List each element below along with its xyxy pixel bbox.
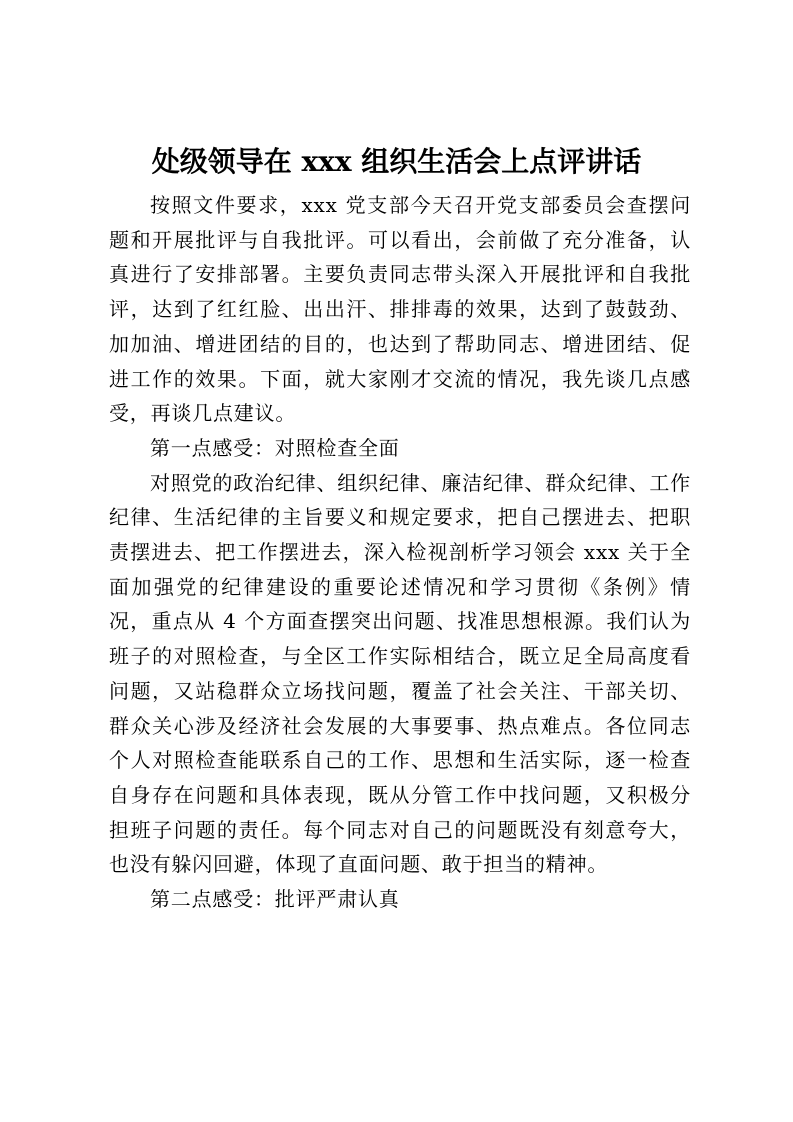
paragraph-intro: 按照文件要求，xxx 党支部今天召开党支部委员会查摆问题和开展批评与自我批评。可以看出，会前做了充分准备，认真进行了安排部署。主要负责同志带头深入开展批评和自我批评，达到了红红脸、出出汗、排排毒的效果，达到了鼓鼓劲、加加油、增进团结的目的，也达到了帮助同志、增进团结、促进工作的效果。下面，就大家刚才交流的情况，我先谈几点感受，再谈几点建议。 xyxy=(109,193,691,426)
document-title: 处级领导在 xxx 组织生活会上点评讲话 xyxy=(151,145,642,178)
section-heading-1: 第一点感受：对照检查全面 xyxy=(150,435,400,460)
paragraph-section-1: 对照党的政治纪律、组织纪律、廉洁纪律、群众纪律、工作纪律、生活纪律的主旨要义和规定要求，把自己摆进去、把职责摆进去、把工作摆进去，深入检视剖析学习领会 xxx 关于全面加强党的纪律建设的重要论述情况和学习贯彻《条例》情况，重点从 4 个方面查摆突出问题、找准思想根源。我们认为班子的对照检查，与全区工作实际相结合，既立足全局高度看问题，又站稳群众立场找问题，覆盖了社会关注、干部关切、群众关心涉及经济社会发展的大事要事、热点难点。各位同志个人对照检查能联系自己的工作、思想和生活实际，逐一检查自身存在问题和具体表现，既从分管工作中找问题，又积极分担班子问题的责任。每个同志对自己的问题既没有刻意夸大，也没有躲闪回避，体现了直面问题、敢于担当的精神。 xyxy=(109,470,691,877)
section-heading-2: 第二点感受：批评严肃认真 xyxy=(150,887,400,912)
document-body xyxy=(109,188,691,917)
